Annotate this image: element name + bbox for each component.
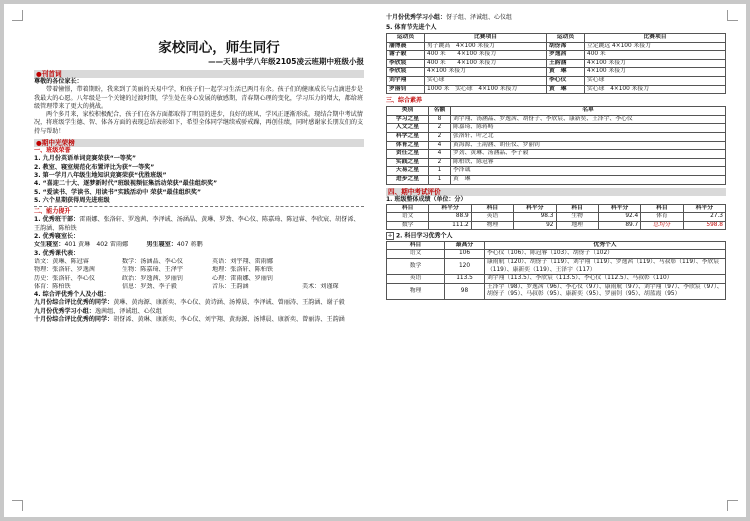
table-row: 进步之星 1 黄 琳	[387, 175, 726, 184]
reps-row: 物理：张洛轩、罗逸茜 生物：陈嘉琦、王泽宇 地理：张洛轩、陈柏铁	[34, 266, 273, 274]
reps-row: 语文：黄琳、陈冠睿 数学：汤涵晶、李心仪 英语：刘宇翔、雷雨娜	[34, 257, 273, 265]
margin-corner-mark	[727, 10, 738, 21]
table-row: 天易之星 1 李泽诚	[387, 167, 726, 176]
honor-item: 1. 九月份英语单词竞赛荣获“一等奖”	[34, 155, 136, 163]
reps-row: 体育：陈柏铁 信息：罗劲、李子毅 音乐：王韵涵 美术：刘谨琛	[34, 282, 339, 290]
total-average-value: 598.8	[683, 221, 725, 230]
preface-paragraph-1: 带着憧憬，带着期盼，我来到了美丽的天易中学，和孩子们一起学习生活已两月有余。孩子们的健康成长与点滴进步是我最大的心愿。八年级是一个关键的过渡时期，学生处在身心发展的敏感期，青春期心理的变化，学习压力的增大，都给班级管理带来了更大的挑战。	[34, 86, 364, 110]
table-header: 科平分	[429, 204, 471, 213]
honor-item: 4. “喜迎二十大、逐梦新时代”班级视频征集活动荣获“最佳组织奖”	[34, 180, 218, 188]
table-header: 科目	[387, 241, 445, 250]
table-header: 运动员	[547, 34, 585, 43]
honor-item: 2. 教室、寝室规范化布置评比为获“一等奖”	[34, 163, 155, 171]
table-row: 语文 88.9 英语 98.3 生物 92.4 体育 27.3	[387, 213, 726, 222]
table-header: 科平分	[683, 204, 725, 213]
table-row: 体育之星 4 黄海源、王韵涵、胡佳仪、罗丽钊	[387, 141, 726, 150]
margin-corner-mark	[727, 500, 738, 511]
table-header: 最高分	[445, 241, 485, 250]
table-row: 责任之星 4 罗劲、黄琳、汤涵晶、李子毅	[387, 150, 726, 159]
table-row: 人文之星 2 陈嘉琦、陈蒋畴	[387, 124, 726, 133]
table-row: 学习之星 8 刘宇翔、汤涵晶、罗逸茜、胡伢子、李欣宸、康新奕、王泽宇、李心仪	[387, 115, 726, 124]
table-header: 比赛项目	[425, 34, 547, 43]
table-row: 谢子毅 400 米 4×100 米接力 罗逸茜 400 米	[387, 51, 726, 60]
page-title: 家校同心，师生同行	[158, 40, 280, 56]
class-scores-heading: 1. 班级整体成绩（单位：分）	[386, 195, 467, 203]
top-students-table	[386, 241, 726, 300]
literacy-table	[386, 106, 726, 184]
honor-item: 3. 第一学月八年级生地知识竞赛荣获“优胜班级”	[34, 171, 167, 179]
divider	[34, 206, 364, 207]
dorm-label: 2. 优秀寝室长：	[34, 233, 80, 241]
table-header-row	[387, 204, 726, 213]
table-row: 潘博晨 男子跳高 4×100 米接力 胡伢浠 立定跳远 4×100 米接力	[387, 42, 726, 51]
margin-corner-mark	[12, 10, 23, 21]
table-header: 科目	[641, 204, 683, 213]
table-header-row	[387, 241, 726, 250]
table-header: 名额	[429, 107, 451, 116]
table-move-handle-icon[interactable]: ✛	[387, 233, 393, 240]
table-row: 语文 106 李心仪（106）、陈冠睿（103）、胡伢子（102）	[387, 250, 726, 259]
oct-students: 十月份综合评比优秀的同学：胡伢浠、黄琳、康新奕、李心仪、刘宇翔、黄海源、汤博晨、康新奕、曾丽涛、王韵涵	[34, 316, 345, 324]
table-header: 优秀个人	[485, 241, 726, 250]
top-students-heading: ✛ 2. 科目学习优秀个人	[387, 232, 453, 240]
subheading-class-honors: 一、班级荣誉	[34, 147, 71, 155]
page-subtitle: ——天易中学八年级2105凌云班期中班级小报	[208, 57, 364, 66]
table-row: 数学 111.2 物理 92 地理 89.7 总均分 598.8	[387, 221, 726, 230]
subheading-literacy: 三、综合素养	[386, 97, 423, 105]
reps-row: 历史：张洛轩、李心仪 政治：罗逸茜、罗丽钊 心理：雷雨娜、罗丽钊	[34, 274, 273, 282]
table-header: 运动员	[387, 34, 425, 43]
class-leaders: 1. 优秀班干部：雷雨娜、张洛轩、罗逸茜、李泽诚、汤涵晶、黄琳、罗劲、李心仪、陈嘉琦、陈冠睿、李欣宸、胡伢浠、王韵涵、陈柏铁	[34, 216, 360, 232]
sept-groups: 九月份优秀学习小组：逸茜组、泽诚组、心仪组	[34, 307, 162, 315]
table-header: 科目	[387, 204, 429, 213]
oct-groups: 十月份优秀学习小组：伢子组、泽诚组、心仪组	[386, 14, 513, 21]
document-page	[4, 4, 746, 517]
table-header: 科目	[471, 204, 513, 213]
table-row: 科学之星 2 张洛轩、叶之北	[387, 132, 726, 141]
sept-students: 九月份综合评比优秀的同学：黄琳、黄海源、康新奕、李心仪、黄诗涵、汤博晨、李泽诚、曾丽涛、王韵涵、谢子毅	[34, 299, 345, 307]
table-row: 物理 98 王泽宇（98）、罗逸茜（96）、李心仪（97）、康雨航（97）、刘宇翔（97）、李欣宸（97）、胡伢子（95）、马叔彰（95）、康新奕（95）、罗丽钊（95）、胡蓝霞（95）	[387, 283, 726, 299]
honor-item: 5. 六个星期获得周先进班级	[34, 196, 110, 204]
section-heading-exam: 四、期中考试评价	[386, 188, 726, 196]
table-header: 科平分	[514, 204, 556, 213]
section-heading-preface: ●刊首词	[34, 70, 364, 78]
table-row: 罗丽钊 1000 米 实心球 4×100 米接力 黄 琳 实心球 4×100 米接力	[387, 85, 726, 94]
greeting: 尊敬的各位家长：	[34, 78, 83, 85]
honor-item: 5. “爱读书、学读书、用读书”实践活动中 荣获“最佳组织奖”	[34, 188, 201, 196]
class-scores-table	[386, 204, 726, 231]
table-header: 比赛项目	[585, 34, 726, 43]
subheading-ability: 二、能力提升	[34, 208, 71, 216]
table-header: 科目	[556, 204, 598, 213]
table-row: 英语 113.5 刘宇翔（113.5）、李欣宸（113.5）、李心仪（112.5）、马叔彰（110）	[387, 275, 726, 284]
table-row: 刘宇翔 实心球 李心仪 实心球	[387, 76, 726, 85]
table-row: 数学 120 康雨航（120）、胡伢子（119）、刘宇翔（119）、罗逸茜（119）、马叔彰（119）、李欣宸（119）、康新奕（119）、王泽宇（117）	[387, 258, 726, 274]
reps-label: 3. 优秀课代表：	[34, 249, 80, 257]
table-row: 李欣宸 400 米 4×100 米接力 王韵涵 4×100 米接力	[387, 59, 726, 68]
table-header: 科平分	[598, 204, 640, 213]
margin-corner-mark	[12, 500, 23, 511]
sports-table	[386, 33, 726, 94]
table-header: 类别	[387, 107, 429, 116]
table-row: 实践之星 2 陈柏铁、陈冠睿	[387, 158, 726, 167]
sports-heading: 5. 体育节先进个人	[386, 24, 437, 31]
left-column	[34, 40, 364, 324]
dorm-leaders: 女生寝室：401 黄琳 402 雷雨娜 男生寝室：407 蒋鹏	[34, 241, 203, 249]
table-header: 名单	[451, 107, 726, 116]
awards-label: 4. 综合评优秀个人及小组：	[34, 291, 110, 299]
total-average-label: 总均分	[641, 221, 683, 230]
table-header-row	[387, 107, 726, 116]
right-column	[386, 14, 726, 300]
section-heading-honor-roll: ●期中光荣榜	[34, 139, 364, 147]
table-header-row	[387, 34, 726, 43]
preface-paragraph-2: 两个多月来，家校积极配合，孩子们在各方面都取得了明显的进步，良好的班风、学风正逐渐形成。现结合期中考试情况，将班级学生德、智、体各方面的表现总结表彰如下，希望全体同学继续戒骄戒躁，再创佳绩，同时感谢家长朋友们的支持与帮助！	[34, 111, 364, 135]
table-row: 李欣宸 4×100 米接力 黄 琳 4×100 米接力	[387, 68, 726, 77]
